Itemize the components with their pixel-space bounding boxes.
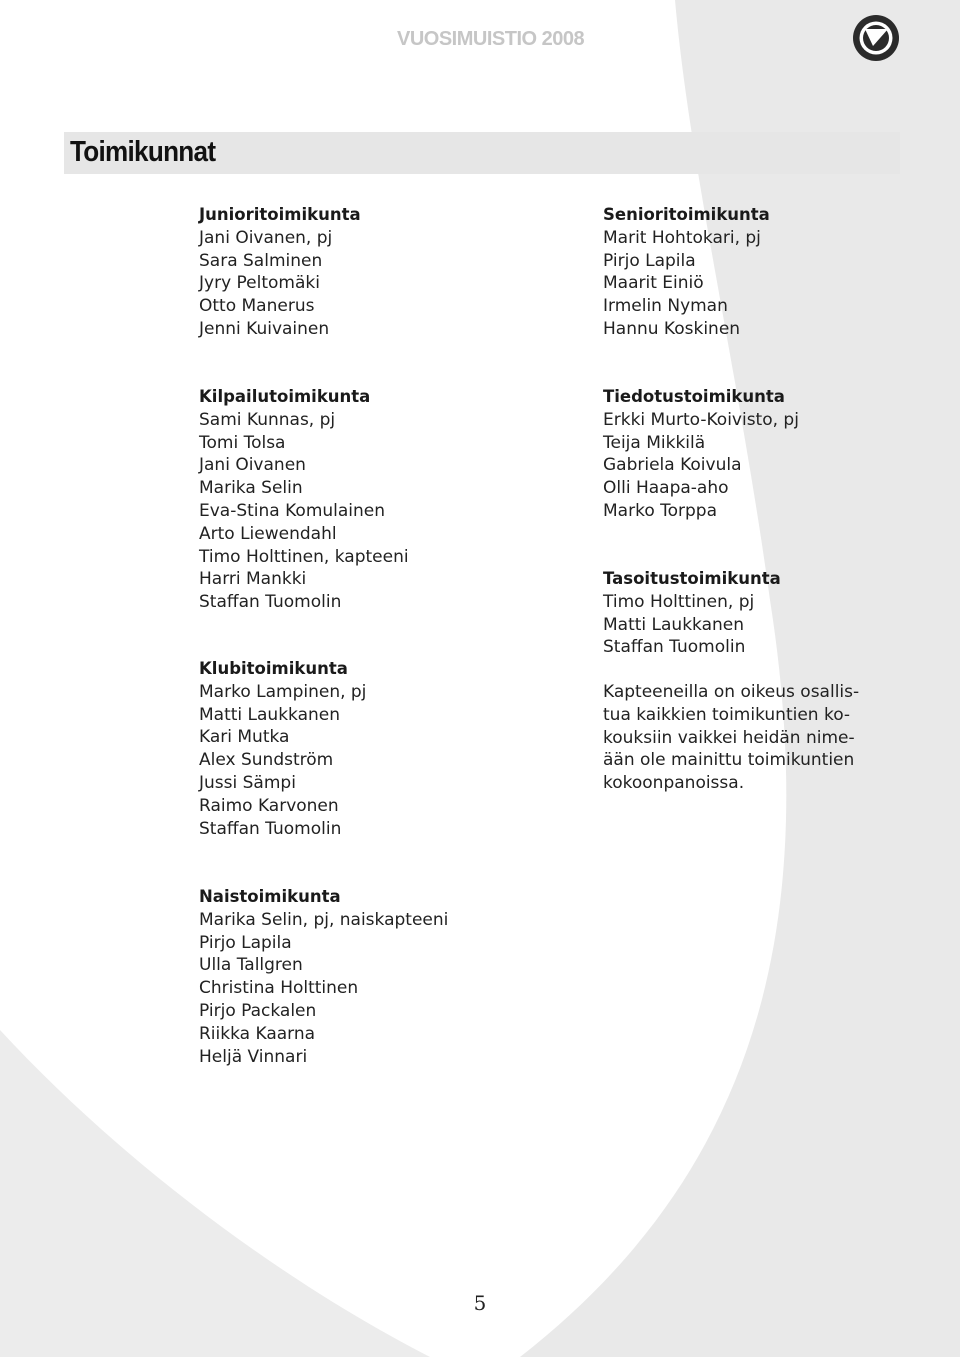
member-item: Harri Mankki: [199, 569, 307, 590]
member-item: Staffan Tuomolin: [199, 592, 342, 613]
header-title: VUOSIMUISTIO 2008: [397, 28, 585, 50]
member-item: Kari Mutka: [199, 727, 290, 748]
committee-information: [603, 386, 799, 523]
member-item: Marko Lampinen, pj: [199, 681, 367, 702]
member-item: Jenni Kuivainen: [199, 318, 330, 339]
member-item: Olli Haapa-aho: [603, 478, 729, 499]
member-item: Marit Hohtokari, pj: [603, 227, 761, 248]
member-item: Maarit Einiö: [603, 273, 704, 294]
committee-title: Senioritoimikunta: [603, 205, 770, 224]
committee-title: Junioritoimikunta: [199, 205, 361, 224]
member-item: Timo Holttinen, kapteeni: [199, 546, 409, 567]
member-list: [199, 909, 448, 1069]
committee-handicap: [603, 568, 781, 659]
member-item: Eva-Stina Komulainen: [199, 500, 386, 521]
page-title: Toimikunnat: [70, 136, 216, 168]
member-list: [199, 409, 409, 614]
member-item: Timo Holttinen, pj: [603, 591, 755, 612]
member-item: Matti Laukkanen: [199, 704, 341, 725]
member-item: Irmelin Nyman: [603, 296, 728, 317]
committee-competition: [199, 386, 409, 614]
member-item: Pirjo Lapila: [199, 932, 292, 953]
member-item: Riikka Kaarna: [199, 1023, 316, 1044]
member-list: [603, 591, 781, 659]
member-item: Sami Kunnas, pj: [199, 409, 336, 430]
committee-title: Naistoimikunta: [199, 887, 341, 906]
member-list: [199, 681, 366, 841]
committee-women: [199, 886, 448, 1068]
member-item: Jussi Sämpi: [199, 772, 296, 793]
member-item: Pirjo Packalen: [199, 1000, 317, 1021]
member-item: Teija Mikkilä: [603, 432, 706, 453]
committee-club: [199, 658, 366, 840]
member-item: Erkki Murto-Koivisto, pj: [603, 409, 799, 430]
member-item: Marika Selin, pj, naiskapteeni: [199, 909, 449, 930]
play-badge-icon: [851, 13, 901, 63]
member-item: Otto Manerus: [199, 296, 315, 317]
member-item: Ulla Tallgren: [199, 955, 303, 976]
member-item: Christina Holttinen: [199, 978, 359, 999]
note-line: Kapteeneilla on oikeus osallis-: [603, 682, 860, 702]
member-item: Hannu Koskinen: [603, 318, 741, 339]
captains-note: [603, 681, 873, 795]
member-item: Sara Salminen: [199, 250, 323, 271]
committee-title: Tiedotustoimikunta: [603, 387, 785, 406]
member-item: Jani Oivanen: [199, 455, 306, 476]
member-item: Staffan Tuomolin: [603, 637, 746, 658]
member-item: Tomi Tolsa: [199, 432, 286, 453]
member-list: [603, 227, 770, 341]
member-item: Staffan Tuomolin: [199, 818, 342, 839]
committee-senior: [603, 204, 770, 341]
committee-title: Tasoitustoimikunta: [603, 569, 781, 588]
note-line: tua kaikkien toimikuntien ko-: [603, 704, 851, 725]
note-line: kouksiin vaikkei heidän nime-: [603, 727, 855, 748]
member-item: Raimo Karvonen: [199, 795, 339, 816]
committee-title: Klubitoimikunta: [199, 659, 348, 678]
member-item: Heljä Vinnari: [199, 1046, 308, 1067]
note-line: ään ole mainittu toimikuntien: [603, 750, 855, 771]
member-item: Gabriela Koivula: [603, 455, 742, 476]
member-item: Pirjo Lapila: [603, 250, 696, 271]
member-item: Jani Oivanen, pj: [199, 227, 333, 248]
member-item: Jyry Peltomäki: [199, 273, 320, 294]
title-bar: [64, 132, 900, 174]
note-line: kokoonpanoissa.: [603, 773, 745, 794]
member-item: Arto Liewendahl: [199, 523, 337, 544]
committee-junior: [199, 204, 361, 341]
member-item: Matti Laukkanen: [603, 614, 745, 635]
member-item: Marko Torppa: [603, 500, 718, 521]
member-item: Alex Sundström: [199, 750, 334, 771]
member-list: [603, 409, 799, 523]
committee-title: Kilpailutoimikunta: [199, 387, 371, 406]
page-number: 5: [473, 1291, 487, 1315]
member-item: Marika Selin: [199, 478, 303, 499]
member-list: [199, 227, 361, 341]
